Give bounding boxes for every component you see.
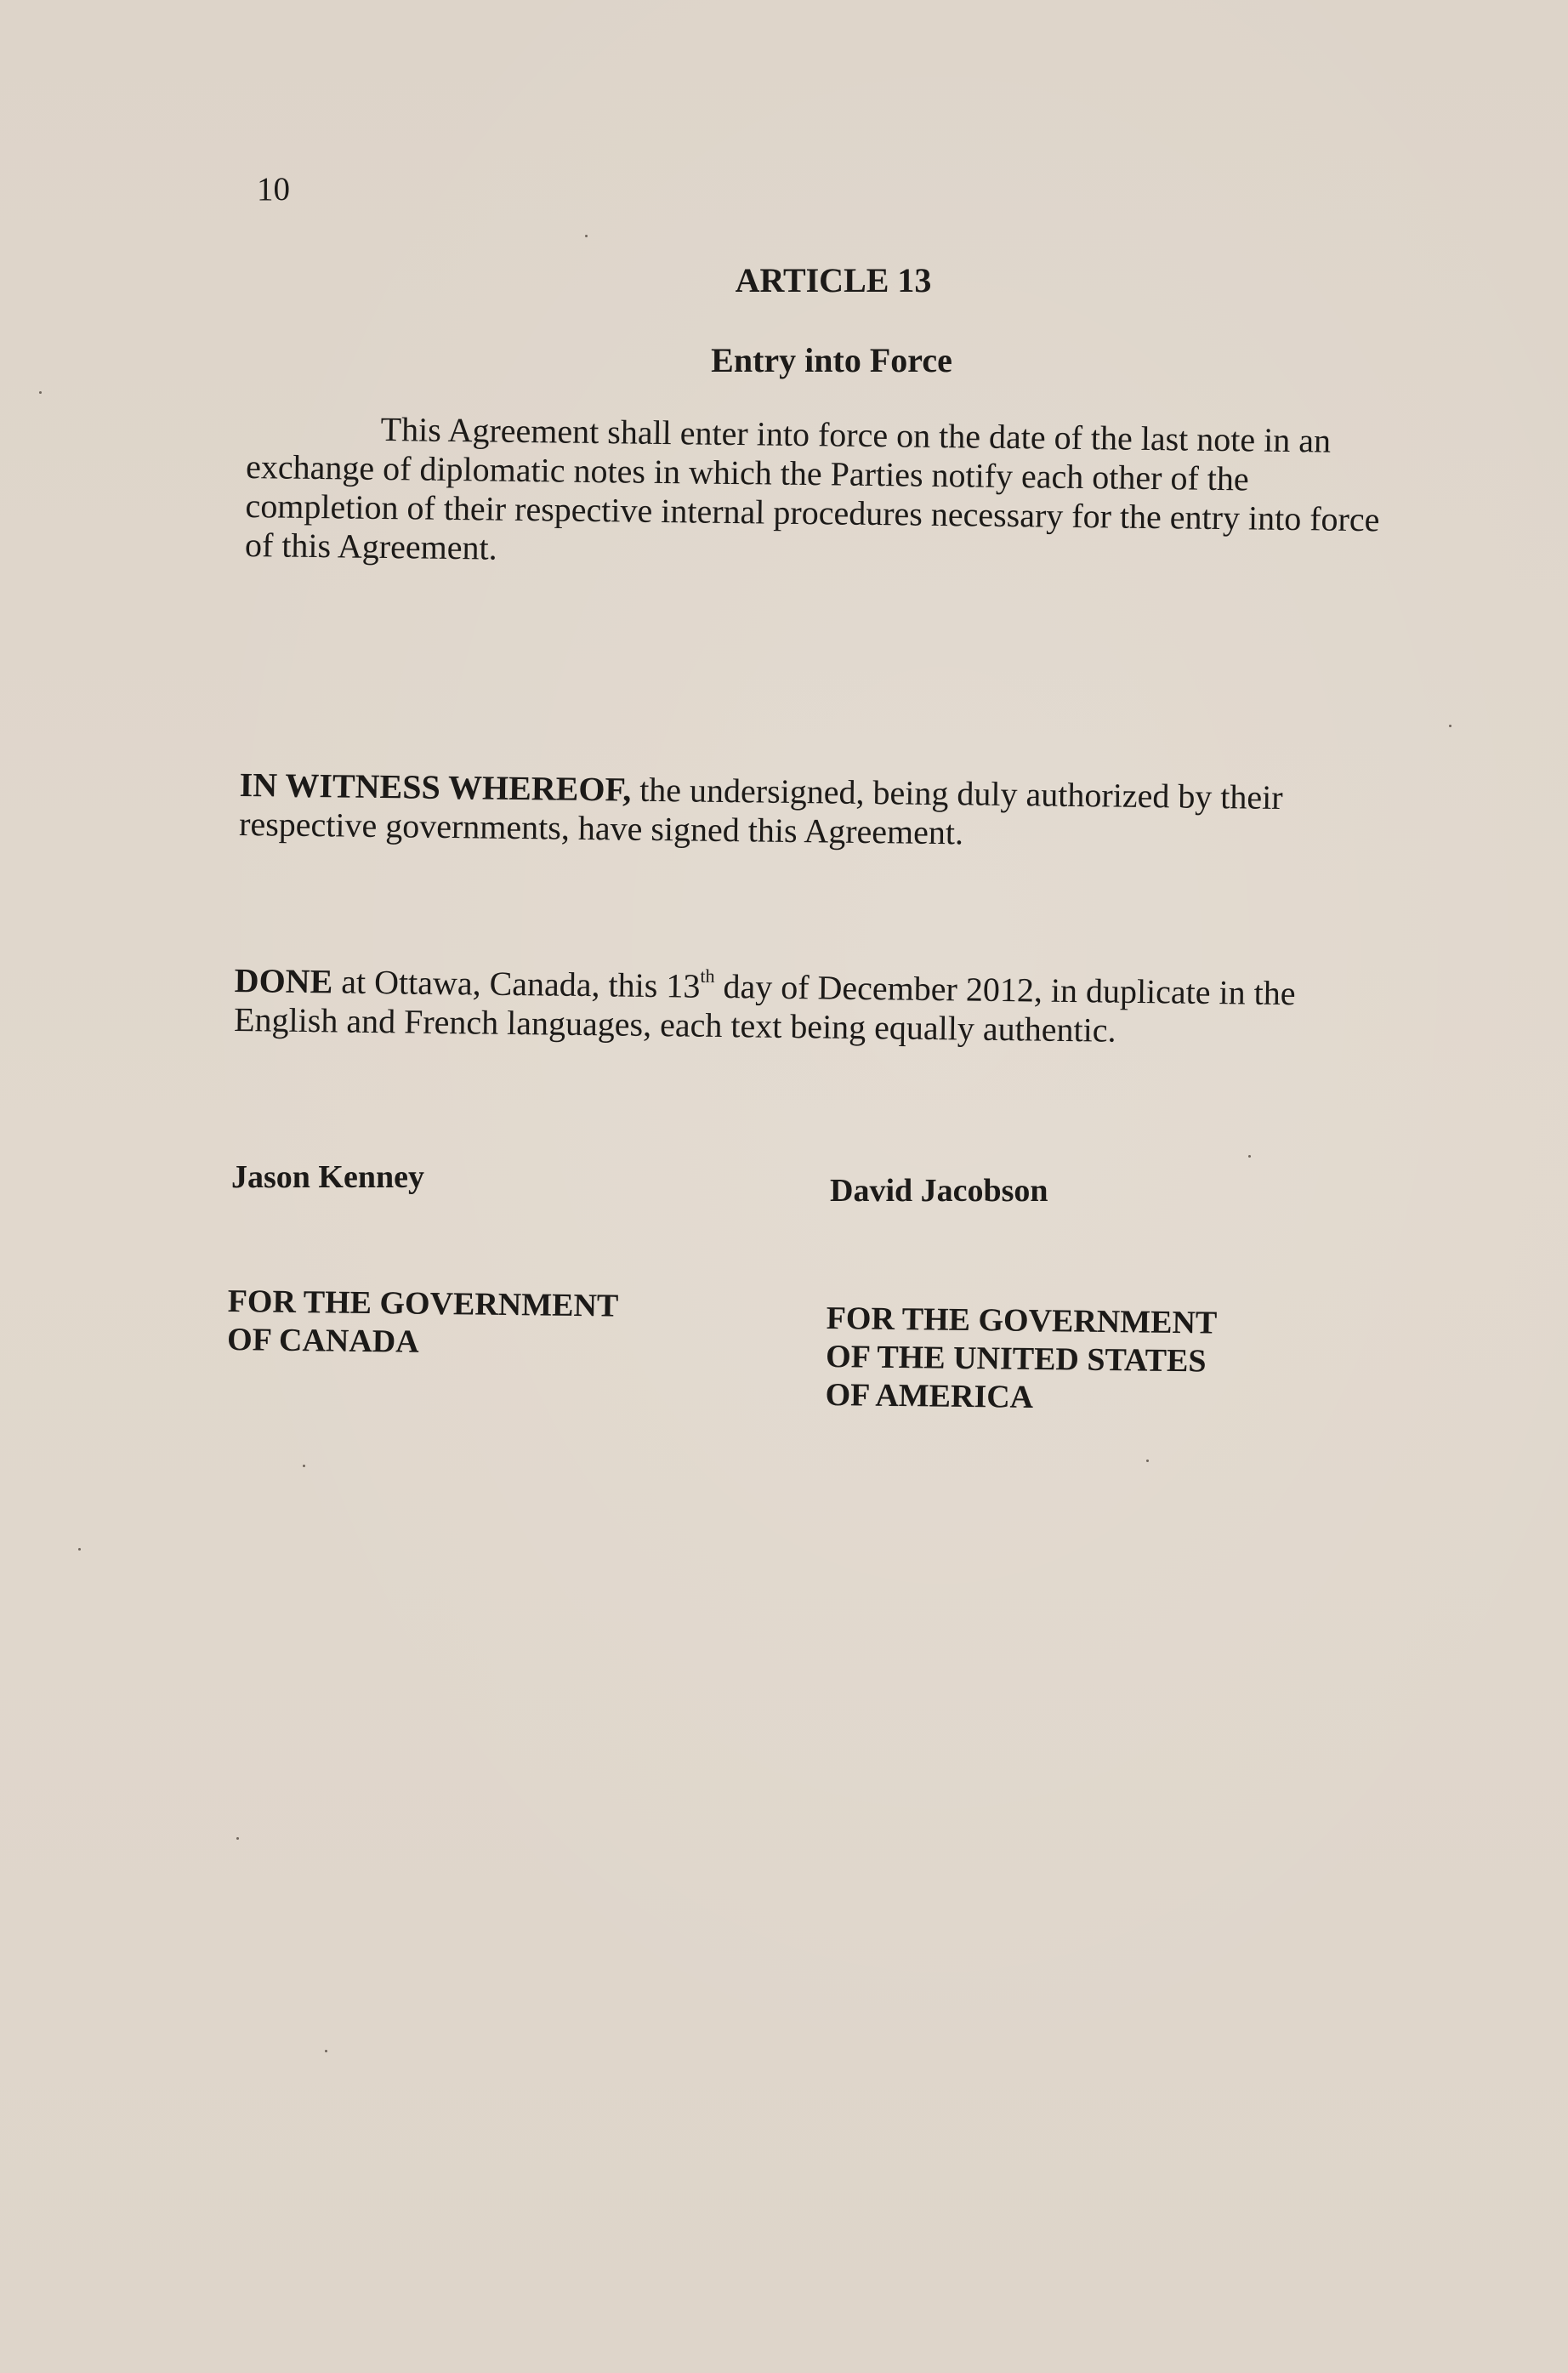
done-text-part2: day of December 2012, in duplicate in the English and French languages, each text being equally authentic.	[233, 966, 1296, 1050]
paper-speck	[39, 391, 42, 394]
paper-speck	[236, 1837, 239, 1840]
paper-speck	[1248, 1155, 1251, 1158]
done-ordinal-suffix: th	[700, 965, 715, 987]
signatory-canada-name: Jason Kenney	[231, 1159, 424, 1195]
usa-block-line-1: FOR THE GOVERNMENT	[826, 1300, 1218, 1341]
article-title: ARTICLE 13	[735, 261, 932, 299]
page-number: 10	[257, 171, 290, 208]
paper-speck	[1449, 725, 1452, 727]
canada-block-line-1: FOR THE GOVERNMENT	[227, 1283, 619, 1324]
done-lead: DONE	[234, 961, 333, 1001]
paper-speck	[303, 1465, 305, 1467]
usa-block-line-3: OF AMERICA	[825, 1376, 1034, 1415]
paper-speck	[78, 1548, 81, 1551]
article-subtitle: Entry into Force	[711, 341, 952, 379]
signature-block-canada	[227, 1283, 619, 1364]
paper-speck	[325, 2050, 327, 2052]
paper-speck	[585, 235, 588, 237]
witness-text: the undersigned, being duly authorized by their respective governments, have signed this Agreement.	[238, 770, 1283, 852]
usa-block-line-2: OF THE UNITED STATES	[825, 1338, 1207, 1380]
signatory-usa-name: David Jacobson	[830, 1173, 1048, 1209]
paper-speck	[1146, 1460, 1149, 1462]
witness-paragraph	[239, 765, 1379, 857]
entry-into-force-paragraph: This Agreement shall enter into force on the date of the last note in an exchange of diplomatic notes in which the Parties notify each other of the completion of their respective internal procedures necessary for the entry into force of this Agreement.	[244, 409, 1380, 567]
signature-block-usa	[825, 1300, 1217, 1420]
done-text-part1: at Ottawa, Canada, this 13	[332, 962, 701, 1005]
done-paragraph	[234, 961, 1374, 1053]
canada-block-line-2: OF CANADA	[226, 1321, 419, 1360]
witness-lead: IN WITNESS WHEREOF,	[239, 765, 632, 809]
